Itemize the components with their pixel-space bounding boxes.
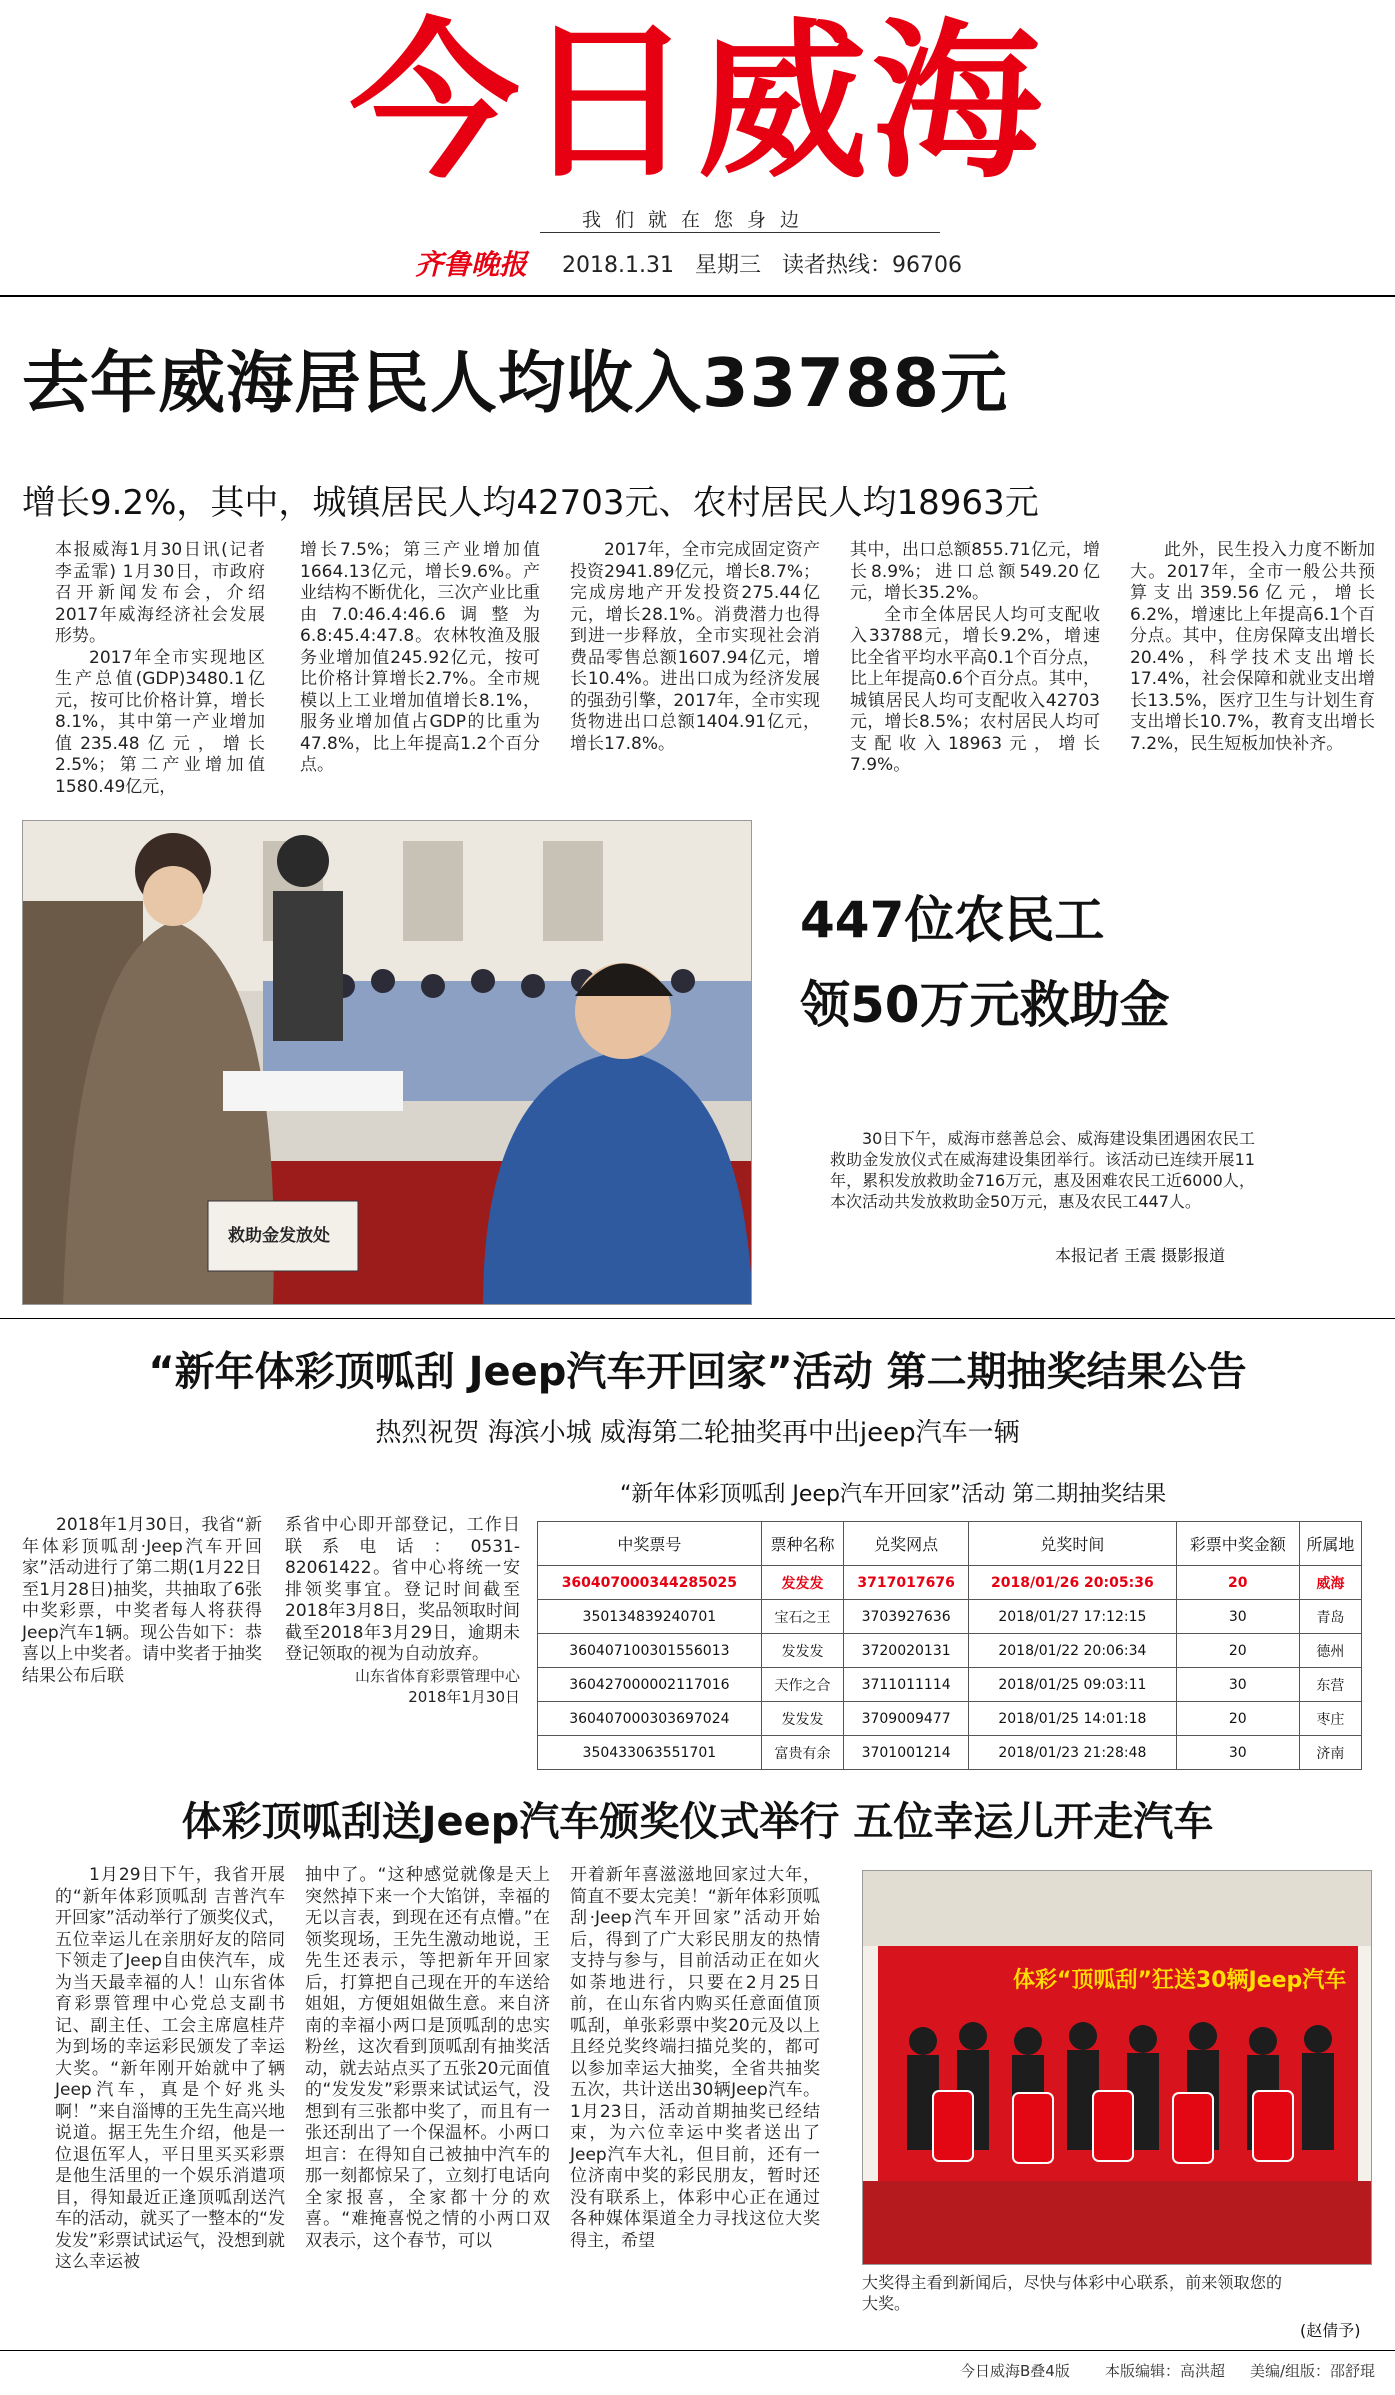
lottery-body-column-1	[22, 1515, 262, 1687]
table-cell: 360407000344285025	[538, 1566, 762, 1600]
lottery-table-title: “新年体彩顶呱刮 Jeep汽车开回家”活动 第二期抽奖结果	[620, 1482, 1167, 1507]
table-cell: 30	[1176, 1736, 1299, 1770]
table-header-cell: 兑奖网点	[844, 1522, 969, 1566]
lead-paragraph: 2017年全市实现地区生产总值(GDP)3480.1亿元，按可比价格计算，增长8.1%，其中第一产业增加值235.48亿元，增长2.5%；第二产业增加值1580.49亿元，	[55, 647, 265, 797]
lottery-subtitle: 热烈祝贺 海滨小城 威海第二轮抽奖再中出jeep汽车一辆	[375, 1418, 1020, 1448]
table-cell: 2018/01/26 20:05:36	[969, 1566, 1177, 1600]
table-cell: 360407100301556013	[538, 1634, 762, 1668]
lead-paragraph: 全市全体居民人均可支配收入33788元，增长9.2%，增速比全省平均水平高0.1个百分点，比上年提高0.6个百分点。其中，城镇居民人均可支配收入42703元，增长8.5%；农村居民人均可支配收入18963元，增长7.9%。	[850, 604, 1100, 775]
table-cell: 30	[1176, 1668, 1299, 1702]
feature-photo-illustration	[23, 821, 752, 1305]
ceremony-author: (赵倩予)	[1300, 2321, 1361, 2340]
ceremony-photo-caption: 大奖得主看到新闻后，尽快与体彩中心联系，前来领取您的大奖。	[862, 2273, 1282, 2313]
table-row	[538, 1566, 1362, 1600]
table-header-cell: 票种名称	[761, 1522, 843, 1566]
table-cell: 青岛	[1299, 1600, 1361, 1634]
table-cell: 2018/01/23 21:28:48	[969, 1736, 1177, 1770]
feature-caption: 30日下午，威海市慈善总会、威海建设集团遇困农民工救助金发放仪式在威海建设集团举行。该活动已连续开展11年，累积发放救助金716万元，惠及困难农民工近6000人，本次活动共发放救助金50万元，惠及农民工447人。	[830, 1129, 1255, 1211]
ceremony-text: 1月29日下午，我省开展的“新年体彩顶呱刮 吉普汽车开回家”活动举行了颁奖仪式，五位幸运儿在亲朋好友的陪同下领走了Jeep自由侠汽车，成为当天最幸福的人！山东省体育彩票管理中心党总支副书记、副主任、工会主席扈桂芹为到场的幸运彩民颁发了幸运大奖。“新年刚开始就中了辆Jeep汽车，真是个好兆头啊！”来自淄博的王先生高兴地说道。据王先生介绍，他是一位退伍军人，平日里买买彩票是他生活里的一个娱乐消遣项目，得知最近正逢顶呱刮送汽车的活动，就买了一整本的“发发发”彩票试试运气，没想到就这么幸运被	[55, 1865, 285, 2272]
table-cell: 发发发	[761, 1702, 843, 1736]
lottery-results-table	[537, 1521, 1362, 1770]
table-row	[538, 1736, 1362, 1770]
table-cell: 3717017676	[844, 1566, 969, 1600]
table-cell: 富贵有余	[761, 1736, 843, 1770]
table-cell: 3701001214	[844, 1736, 969, 1770]
slogan-divider	[540, 232, 940, 233]
feature-title-line-2: 领50万元救助金	[800, 976, 1170, 1034]
table-cell: 3720020131	[844, 1634, 969, 1668]
feature-credit: 本报记者 王震 摄影报道	[1055, 1246, 1226, 1265]
lottery-signature-date: 2018年1月30日	[408, 1688, 520, 1706]
table-row	[538, 1634, 1362, 1668]
ceremony-text: 开着新年喜滋滋地回家过大年，简直不要太完美！“新年体彩顶呱刮·Jeep汽车开回家”活动开始后，得到了广大彩民朋友的热情支持与参与，目前活动正在如火如荼地进行，只要在2月25日前，在山东省内购买任意面值顶呱刮，单张彩票中奖20元及以上且经兑奖终端扫描兑奖的，都可以参加幸运大抽奖，全省共抽奖五次，共计送出30辆Jeep汽车。1月23日，活动首期抽奖已经结束，为六位幸运中奖者送出了Jeep汽车大礼，但目前，还有一位济南中奖的彩民朋友，暂时还没有联系上，体彩中心正在通过各种媒体渠道全力寻找这位大奖得主，希望	[570, 1865, 820, 2251]
table-header-cell: 彩票中奖金额	[1176, 1522, 1299, 1566]
table-cell: 枣庄	[1299, 1702, 1361, 1736]
masthead-title: 今日威海	[349, 4, 1046, 202]
lottery-body-text: 系省中心即开部登记，工作日联系电话：0531-82061422。省中心将统一安排领奖事宜。登记时间截至2018年3月8日，奖品领取时间截至2018年3月29日，逾期未登记领取的视为自动放弃。	[285, 1515, 520, 1664]
lead-paragraph: 增长7.5%；第三产业增加值1664.13亿元，增长9.6%。产业结构不断优化，三次产业比重由7.0:46.4:46.6调整为6.8:45.4:47.8。农林牧渔及服务业增加值245.92亿元，按可比价格计算增长2.7%。全市规模以上工业增加值增长8.1%，服务业增加值占GDP的比重为47.8%，比上年提高1.2个百分点。	[300, 540, 540, 775]
ceremony-column-2	[305, 1865, 550, 2252]
section-rule	[0, 1318, 1395, 1319]
table-cell: 360427000002117016	[538, 1668, 762, 1702]
lead-column-4	[850, 540, 1100, 777]
lead-column-3	[570, 540, 820, 755]
footer-page-label: 今日威海B叠4版	[960, 2362, 1070, 2380]
reader-hotline: 读者热线：96706	[781, 253, 962, 278]
table-cell: 2018/01/27 17:12:15	[969, 1600, 1177, 1634]
ceremony-photo-illustration	[863, 1871, 1372, 2265]
table-row	[538, 1668, 1362, 1702]
table-header-cell: 所属地	[1299, 1522, 1361, 1566]
table-cell: 20	[1176, 1634, 1299, 1668]
table-row	[538, 1600, 1362, 1634]
table-row	[538, 1702, 1362, 1736]
table-cell: 发发发	[761, 1566, 843, 1600]
lead-subhead: 增长9.2%，其中，城镇居民人均42703元、农村居民人均18963元	[22, 483, 1039, 523]
table-cell: 发发发	[761, 1634, 843, 1668]
table-cell: 360407000303697024	[538, 1702, 762, 1736]
table-cell: 2018/01/25 14:01:18	[969, 1702, 1177, 1736]
table-cell: 济南	[1299, 1736, 1361, 1770]
lead-column-1	[55, 540, 265, 798]
table-cell: 德州	[1299, 1634, 1361, 1668]
table-cell: 30	[1176, 1600, 1299, 1634]
ceremony-title: 体彩顶呱刮送Jeep汽车颁奖仪式举行 五位幸运儿开走汽车	[181, 1799, 1214, 1845]
table-cell: 3703927636	[844, 1600, 969, 1634]
lottery-signature: 山东省体育彩票管理中心	[354, 1666, 520, 1685]
table-header-cell: 中奖票号	[538, 1522, 762, 1566]
lottery-body-column-2	[285, 1515, 520, 1709]
lead-column-5	[1130, 540, 1375, 755]
ceremony-column-1	[55, 1865, 285, 2274]
issue-date: 2018.1.31	[562, 253, 674, 278]
table-cell: 天作之合	[761, 1668, 843, 1702]
slogan: 我们就在您身边	[581, 209, 813, 231]
table-cell: 350433063551701	[538, 1736, 762, 1770]
footer-design: 美编/组版：邵舒琨	[1250, 2362, 1376, 2380]
table-header-cell: 兑奖时间	[969, 1522, 1177, 1566]
table-cell: 2018/01/22 20:06:34	[969, 1634, 1177, 1668]
dateline	[562, 248, 962, 279]
ceremony-column-3	[570, 1865, 820, 2252]
footer-editor: 本版编辑：高洪超	[1105, 2362, 1226, 2380]
masthead-rule	[0, 295, 1395, 297]
lead-headline: 去年威海居民人均收入33788元	[22, 344, 1009, 422]
photo-banner-text: 体彩“顶呱刮”狂送30辆Jeep汽车	[1013, 1968, 1347, 1993]
paper-logo: 齐鲁晚报	[415, 248, 528, 281]
table-cell: 20	[1176, 1566, 1299, 1600]
lead-paragraph: 2017年，全市完成固定资产投资2941.89亿元，增长8.7%；完成房地产开发投资275.44亿元，增长28.1%。消费潜力也得到进一步释放，全市实现社会消费品零售总额1607.94亿元，增长10.4%。进出口成为经济发展的强劲引擎，2017年，全市实现货物进出口总额1404.91亿元，增长17.8%。	[570, 540, 820, 754]
table-cell: 东营	[1299, 1668, 1361, 1702]
photo-sign-text: 救助金发放处	[228, 1226, 330, 1246]
feature-photo	[22, 820, 752, 1305]
lottery-title: “新年体彩顶呱刮 Jeep汽车开回家”活动 第二期抽奖结果公告	[148, 1349, 1247, 1395]
table-header-row	[538, 1522, 1362, 1566]
table-cell: 威海	[1299, 1566, 1361, 1600]
lottery-body-text: 2018年1月30日，我省“新年体彩顶呱刮·Jeep汽车开回家”活动进行了第二期(1月22日至1月28日)抽奖，共抽取了6张中奖彩票，中奖者每人将获得Jeep汽车1辆。现公告如下：恭喜以上中奖者。请中奖者于抽奖结果公布后联	[22, 1515, 262, 1686]
ceremony-photo	[862, 1870, 1372, 2265]
table-cell: 宝石之王	[761, 1600, 843, 1634]
table-cell: 3711011114	[844, 1668, 969, 1702]
lead-paragraph: 其中，出口总额855.71亿元，增长8.9%；进口总额549.20亿元，增长35.2%。	[850, 540, 1100, 603]
ceremony-text: 抽中了。“这种感觉就像是天上突然掉下来一个大馅饼，幸福的无以言表，到现在还有点懵。”在领奖现场，王先生激动地说，王先生还表示，等把新年开回家后，打算把自己现在开的车送给姐姐，方便姐姐做生意。来自济南的幸福小两口是顶呱刮的忠实粉丝，这次看到顶呱刮有抽奖活动，就去站点买了五张20元面值的“发发发”彩票来试试运气，没想到有三张都中奖了，而且有一张还刮出了一个保温杯。小两口坦言：在得知自己被抽中汽车的那一刻都惊呆了，立刻打电话向全家报喜，全家都十分的欢喜。“难掩喜悦之情的小两口双双表示，这个春节，可以	[305, 1865, 550, 2251]
lead-paragraph: 此外，民生投入力度不断加大。2017年，全市一般公共预算支出359.56亿元，增长6.2%，增速比上年提高6.1个百分点。其中，住房保障支出增长20.4%，科学技术支出增长17.4%，社会保障和就业支出增长13.5%，医疗卫生与计划生育支出增长10.7%，教育支出增长7.2%，民生短板加快补齐。	[1130, 540, 1375, 754]
lead-paragraph: 本报威海1月30日讯(记者 李孟霏) 1月30日，市政府召开新闻发布会，介绍2017年威海经济社会发展形势。	[55, 540, 265, 646]
lead-column-2	[300, 540, 540, 777]
table-cell: 3709009477	[844, 1702, 969, 1736]
table-cell: 20	[1176, 1702, 1299, 1736]
issue-weekday: 星期三	[694, 253, 761, 278]
feature-title-line-1: 447位农民工	[800, 891, 1105, 949]
table-cell: 2018/01/25 09:03:11	[969, 1668, 1177, 1702]
table-cell: 350134839240701	[538, 1600, 762, 1634]
footer-rule	[0, 2350, 1395, 2351]
